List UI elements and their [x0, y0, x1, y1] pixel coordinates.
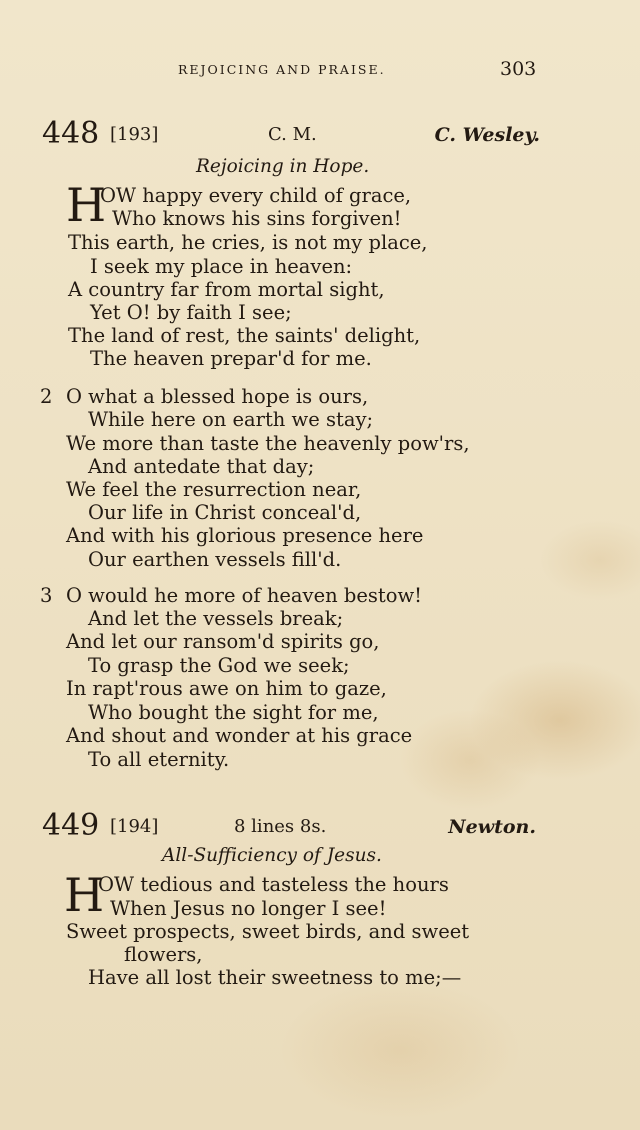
running-title: REJOICING AND PRAISE.: [178, 62, 386, 77]
verse-line: And shout and wonder at his grace: [66, 724, 413, 747]
verse-line: We feel the resurrection near,: [66, 478, 362, 501]
hymn-meter: 8 lines 8s.: [234, 816, 327, 837]
verse-line: In rapt'rous awe on him to gaze,: [66, 677, 387, 700]
page-number: 303: [500, 58, 537, 80]
verse-line: This earth, he cries, is not my place,: [68, 231, 428, 254]
verse-line: Our life in Christ conceal'd,: [88, 501, 362, 524]
verse-line: And antedate that day;: [88, 455, 315, 478]
verse-line: Sweet prospects, sweet birds, and sweet: [66, 920, 470, 943]
hymn-meter: C. M.: [268, 124, 317, 145]
verse-line: OW tedious and tasteless the hours: [98, 873, 449, 896]
verse-line: The land of rest, the saints' delight,: [68, 324, 421, 347]
verse-number: 2: [40, 385, 53, 408]
drop-cap: H: [64, 868, 105, 922]
hymn-448-heading: [42, 116, 540, 150]
hymn-subtitle: All-Sufficiency of Jesus.: [162, 845, 382, 866]
verse-number: 3: [40, 584, 53, 607]
verse-line: A country far from mortal sight,: [68, 278, 385, 301]
hymn-449-heading: [42, 808, 540, 842]
verse-line: And let the vessels break;: [88, 607, 344, 630]
hymn-subtitle: Rejoicing in Hope.: [196, 156, 370, 177]
verse-line: The heaven prepar'd for me.: [90, 347, 372, 370]
verse-line: Yet O! by faith I see;: [90, 301, 292, 324]
hymn-reference: [193]: [110, 124, 159, 145]
verse-line: Have all lost their sweetness to me;—: [88, 966, 462, 989]
hymn-number: 448: [42, 116, 100, 151]
hymn-author: C. Wesley.: [434, 124, 540, 146]
hymn-number: 449: [42, 808, 100, 843]
verse-line: O what a blessed hope is ours,: [66, 385, 369, 408]
verse-line: To all eternity.: [88, 748, 230, 771]
hymn-author: Newton.: [448, 816, 536, 838]
verse-line: Who bought the sight for me,: [88, 701, 379, 724]
verse-line: Our earthen vessels fill'd.: [88, 548, 342, 571]
verse-line: OW happy every child of grace,: [100, 184, 412, 207]
verse-line: We more than taste the heavenly pow'rs,: [66, 432, 470, 455]
verse-line: When Jesus no longer I see!: [110, 897, 387, 920]
verse-line: While here on earth we stay;: [88, 408, 374, 431]
drop-cap: H: [66, 178, 107, 232]
hymn-reference: [194]: [110, 816, 159, 837]
verse-line: Who knows his sins forgiven!: [112, 207, 402, 230]
verse-line: O would he more of heaven bestow!: [66, 584, 423, 607]
verse-line: To grasp the God we seek;: [88, 654, 350, 677]
verse-line: And let our ransom'd spirits go,: [66, 630, 380, 653]
verse-line: I seek my place in heaven:: [90, 255, 353, 278]
verse-line: And with his glorious presence here: [66, 524, 424, 547]
verse-line: flowers,: [124, 943, 203, 966]
